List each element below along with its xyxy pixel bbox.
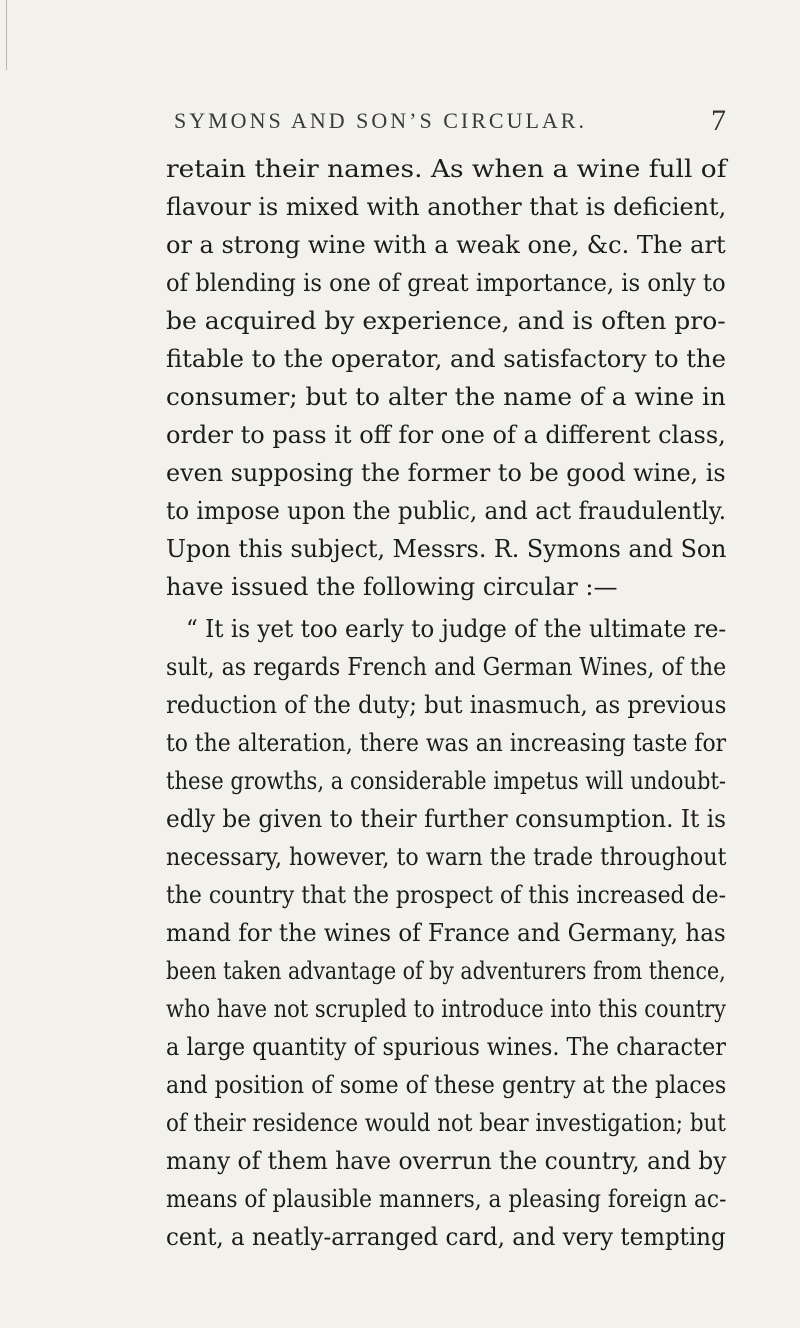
text-line: flavour is mixed with another that is deficient,	[166, 193, 727, 221]
text-line: necessary, however, to warn the trade throughout	[166, 843, 727, 871]
text-line: to the alteration, there was an increasing taste for	[166, 729, 727, 757]
running-head: SYMONS AND SON’S CIRCULAR.	[174, 108, 587, 133]
text-line: sult, as regards French and German Wines, of the	[166, 653, 727, 681]
text-line: been taken advantage of by adventurers from thence,	[166, 957, 726, 985]
text-line: many of them have overrun the country, and by	[166, 1147, 727, 1175]
text-line: Upon this subject, Messrs. R. Symons and Son	[166, 535, 727, 563]
text-line: or a strong wine with a weak one, &c. The art	[166, 231, 726, 259]
text-line: reduction of the duty; but inasmuch, as previous	[166, 691, 727, 719]
page-number: 7	[711, 104, 726, 137]
text-line: these growths, a considerable impetus will undoubt-	[166, 767, 726, 795]
page-edge-rule	[6, 0, 7, 70]
text-line: be acquired by experience, and is often pro-	[166, 307, 726, 335]
text-line: who have not scrupled to introduce into this country	[166, 995, 726, 1023]
text-line: have issued the following circular :—	[166, 573, 618, 601]
text-line: of blending is one of great importance, is only to	[166, 269, 726, 297]
text-line: mand for the wines of France and Germany, has	[166, 919, 726, 947]
text-line: even supposing the former to be good wine, is	[166, 459, 726, 487]
text-line: order to pass it off for one of a different class,	[166, 421, 726, 449]
text-line: to impose upon the public, and act fraudulently.	[166, 497, 727, 525]
page-header	[174, 104, 726, 140]
text-line: fitable to the operator, and satisfactory to the	[166, 345, 726, 373]
text-line: retain their names. As when a wine full of	[166, 155, 727, 183]
text-line: the country that the prospect of this increased de-	[166, 881, 726, 909]
text-line: means of plausible manners, a pleasing foreign ac-	[166, 1185, 727, 1213]
text-line: consumer; but to alter the name of a wine in	[166, 383, 726, 411]
text-line: cent, a neatly-arranged card, and very tempting	[166, 1223, 726, 1251]
text-line: and position of some of these gentry at the places	[166, 1071, 727, 1099]
text-line: edly be given to their further consumption. It is	[166, 805, 727, 833]
text-line: “ It is yet too early to judge of the ultimate re-	[186, 615, 727, 643]
text-line: a large quantity of spurious wines. The character	[166, 1033, 726, 1061]
text-line: of their residence would not bear investigation; but	[166, 1109, 726, 1137]
